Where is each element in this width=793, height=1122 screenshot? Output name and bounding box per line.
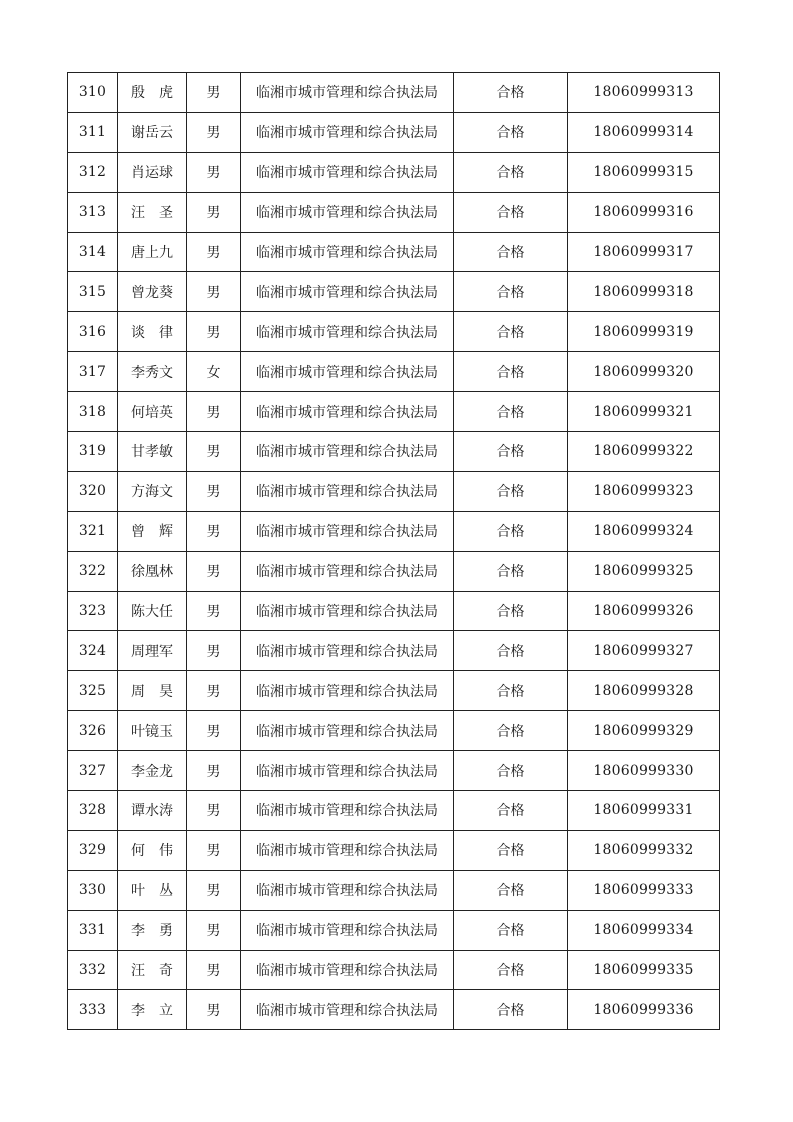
unit-cell: 临湘市城市管理和综合执法局	[241, 272, 454, 312]
result-cell: 合格	[454, 950, 568, 990]
person-name-cell: 甘孝敏	[118, 432, 187, 472]
certificate-number-cell: 18060999332	[568, 830, 720, 870]
person-name-cell: 谈 律	[118, 312, 187, 352]
certificate-number-cell: 18060999330	[568, 751, 720, 791]
row-number-cell: 330	[68, 870, 118, 910]
result-cell: 合格	[454, 192, 568, 232]
gender-cell: 男	[187, 511, 241, 551]
result-cell: 合格	[454, 711, 568, 751]
gender-cell: 男	[187, 910, 241, 950]
unit-cell: 临湘市城市管理和综合执法局	[241, 192, 454, 232]
person-name-cell: 殷 虎	[118, 73, 187, 113]
result-cell: 合格	[454, 791, 568, 831]
gender-cell: 男	[187, 950, 241, 990]
roster-table	[67, 72, 720, 1030]
table-row	[68, 631, 720, 671]
certificate-number-cell: 18060999315	[568, 152, 720, 192]
person-name-cell: 陈大任	[118, 591, 187, 631]
unit-cell: 临湘市城市管理和综合执法局	[241, 591, 454, 631]
certificate-number-cell: 18060999327	[568, 631, 720, 671]
table-row	[68, 551, 720, 591]
table-row	[68, 192, 720, 232]
table-row	[68, 112, 720, 152]
unit-cell: 临湘市城市管理和综合执法局	[241, 352, 454, 392]
row-number-cell: 310	[68, 73, 118, 113]
person-name-cell: 方海文	[118, 471, 187, 511]
unit-cell: 临湘市城市管理和综合执法局	[241, 312, 454, 352]
row-number-cell: 312	[68, 152, 118, 192]
row-number-cell: 321	[68, 511, 118, 551]
row-number-cell: 315	[68, 272, 118, 312]
person-name-cell: 肖运球	[118, 152, 187, 192]
row-number-cell: 326	[68, 711, 118, 751]
table-row	[68, 830, 720, 870]
row-number-cell: 327	[68, 751, 118, 791]
table-row	[68, 950, 720, 990]
unit-cell: 临湘市城市管理和综合执法局	[241, 471, 454, 511]
unit-cell: 临湘市城市管理和综合执法局	[241, 232, 454, 272]
result-cell: 合格	[454, 990, 568, 1030]
person-name-cell: 徐凰林	[118, 551, 187, 591]
certificate-number-cell: 18060999318	[568, 272, 720, 312]
certificate-number-cell: 18060999325	[568, 551, 720, 591]
result-cell: 合格	[454, 73, 568, 113]
person-name-cell: 何培英	[118, 392, 187, 432]
table-row	[68, 312, 720, 352]
unit-cell: 临湘市城市管理和综合执法局	[241, 551, 454, 591]
certificate-number-cell: 18060999319	[568, 312, 720, 352]
unit-cell: 临湘市城市管理和综合执法局	[241, 511, 454, 551]
table-row	[68, 711, 720, 751]
unit-cell: 临湘市城市管理和综合执法局	[241, 432, 454, 472]
row-number-cell: 331	[68, 910, 118, 950]
result-cell: 合格	[454, 392, 568, 432]
person-name-cell: 曾 辉	[118, 511, 187, 551]
row-number-cell: 329	[68, 830, 118, 870]
unit-cell: 临湘市城市管理和综合执法局	[241, 791, 454, 831]
gender-cell: 女	[187, 352, 241, 392]
result-cell: 合格	[454, 272, 568, 312]
person-name-cell: 李 勇	[118, 910, 187, 950]
row-number-cell: 325	[68, 671, 118, 711]
unit-cell: 临湘市城市管理和综合执法局	[241, 751, 454, 791]
row-number-cell: 328	[68, 791, 118, 831]
table-row	[68, 232, 720, 272]
table-row	[68, 152, 720, 192]
gender-cell: 男	[187, 432, 241, 472]
gender-cell: 男	[187, 711, 241, 751]
table-row	[68, 870, 720, 910]
table-row	[68, 591, 720, 631]
row-number-cell: 316	[68, 312, 118, 352]
table-row	[68, 73, 720, 113]
unit-cell: 临湘市城市管理和综合执法局	[241, 990, 454, 1030]
gender-cell: 男	[187, 152, 241, 192]
result-cell: 合格	[454, 551, 568, 591]
row-number-cell: 317	[68, 352, 118, 392]
gender-cell: 男	[187, 791, 241, 831]
gender-cell: 男	[187, 830, 241, 870]
table-row	[68, 671, 720, 711]
certificate-number-cell: 18060999329	[568, 711, 720, 751]
table-row	[68, 990, 720, 1030]
unit-cell: 临湘市城市管理和综合执法局	[241, 711, 454, 751]
unit-cell: 临湘市城市管理和综合执法局	[241, 392, 454, 432]
gender-cell: 男	[187, 751, 241, 791]
person-name-cell: 周 昊	[118, 671, 187, 711]
result-cell: 合格	[454, 232, 568, 272]
unit-cell: 临湘市城市管理和综合执法局	[241, 950, 454, 990]
table-row	[68, 511, 720, 551]
certificate-number-cell: 18060999326	[568, 591, 720, 631]
person-name-cell: 唐上九	[118, 232, 187, 272]
unit-cell: 临湘市城市管理和综合执法局	[241, 152, 454, 192]
certificate-number-cell: 18060999335	[568, 950, 720, 990]
certificate-number-cell: 18060999322	[568, 432, 720, 472]
person-name-cell: 叶 丛	[118, 870, 187, 910]
result-cell: 合格	[454, 471, 568, 511]
result-cell: 合格	[454, 751, 568, 791]
table-row	[68, 432, 720, 472]
unit-cell: 临湘市城市管理和综合执法局	[241, 830, 454, 870]
row-number-cell: 333	[68, 990, 118, 1030]
gender-cell: 男	[187, 112, 241, 152]
result-cell: 合格	[454, 631, 568, 671]
result-cell: 合格	[454, 591, 568, 631]
unit-cell: 临湘市城市管理和综合执法局	[241, 870, 454, 910]
gender-cell: 男	[187, 192, 241, 232]
certificate-number-cell: 18060999336	[568, 990, 720, 1030]
certificate-number-cell: 18060999317	[568, 232, 720, 272]
result-cell: 合格	[454, 830, 568, 870]
gender-cell: 男	[187, 591, 241, 631]
result-cell: 合格	[454, 910, 568, 950]
gender-cell: 男	[187, 671, 241, 711]
table-row	[68, 352, 720, 392]
row-number-cell: 319	[68, 432, 118, 472]
gender-cell: 男	[187, 870, 241, 910]
gender-cell: 男	[187, 272, 241, 312]
row-number-cell: 320	[68, 471, 118, 511]
person-name-cell: 汪 奇	[118, 950, 187, 990]
unit-cell: 临湘市城市管理和综合执法局	[241, 112, 454, 152]
unit-cell: 临湘市城市管理和综合执法局	[241, 631, 454, 671]
person-name-cell: 李金龙	[118, 751, 187, 791]
certificate-number-cell: 18060999313	[568, 73, 720, 113]
certificate-number-cell: 18060999320	[568, 352, 720, 392]
result-cell: 合格	[454, 312, 568, 352]
gender-cell: 男	[187, 232, 241, 272]
person-name-cell: 叶镜玉	[118, 711, 187, 751]
result-cell: 合格	[454, 112, 568, 152]
gender-cell: 男	[187, 73, 241, 113]
table-row	[68, 272, 720, 312]
result-cell: 合格	[454, 152, 568, 192]
person-name-cell: 曾龙葵	[118, 272, 187, 312]
result-cell: 合格	[454, 870, 568, 910]
row-number-cell: 323	[68, 591, 118, 631]
person-name-cell: 汪 圣	[118, 192, 187, 232]
table-row	[68, 910, 720, 950]
person-name-cell: 谢岳云	[118, 112, 187, 152]
certificate-number-cell: 18060999314	[568, 112, 720, 152]
unit-cell: 临湘市城市管理和综合执法局	[241, 910, 454, 950]
certificate-number-cell: 18060999324	[568, 511, 720, 551]
gender-cell: 男	[187, 312, 241, 352]
row-number-cell: 313	[68, 192, 118, 232]
certificate-number-cell: 18060999316	[568, 192, 720, 232]
gender-cell: 男	[187, 990, 241, 1030]
gender-cell: 男	[187, 631, 241, 671]
unit-cell: 临湘市城市管理和综合执法局	[241, 671, 454, 711]
roster-table-body	[68, 73, 720, 1030]
certificate-number-cell: 18060999321	[568, 392, 720, 432]
result-cell: 合格	[454, 352, 568, 392]
row-number-cell: 324	[68, 631, 118, 671]
row-number-cell: 318	[68, 392, 118, 432]
certificate-number-cell: 18060999333	[568, 870, 720, 910]
certificate-number-cell: 18060999331	[568, 791, 720, 831]
person-name-cell: 何 伟	[118, 830, 187, 870]
row-number-cell: 332	[68, 950, 118, 990]
row-number-cell: 311	[68, 112, 118, 152]
table-row	[68, 392, 720, 432]
certificate-number-cell: 18060999328	[568, 671, 720, 711]
certificate-number-cell: 18060999334	[568, 910, 720, 950]
certificate-number-cell: 18060999323	[568, 471, 720, 511]
person-name-cell: 李 立	[118, 990, 187, 1030]
row-number-cell: 314	[68, 232, 118, 272]
gender-cell: 男	[187, 551, 241, 591]
person-name-cell: 周理军	[118, 631, 187, 671]
table-row	[68, 791, 720, 831]
person-name-cell: 谭水涛	[118, 791, 187, 831]
gender-cell: 男	[187, 392, 241, 432]
result-cell: 合格	[454, 511, 568, 551]
table-row	[68, 751, 720, 791]
row-number-cell: 322	[68, 551, 118, 591]
person-name-cell: 李秀文	[118, 352, 187, 392]
unit-cell: 临湘市城市管理和综合执法局	[241, 73, 454, 113]
table-row	[68, 471, 720, 511]
result-cell: 合格	[454, 432, 568, 472]
result-cell: 合格	[454, 671, 568, 711]
gender-cell: 男	[187, 471, 241, 511]
